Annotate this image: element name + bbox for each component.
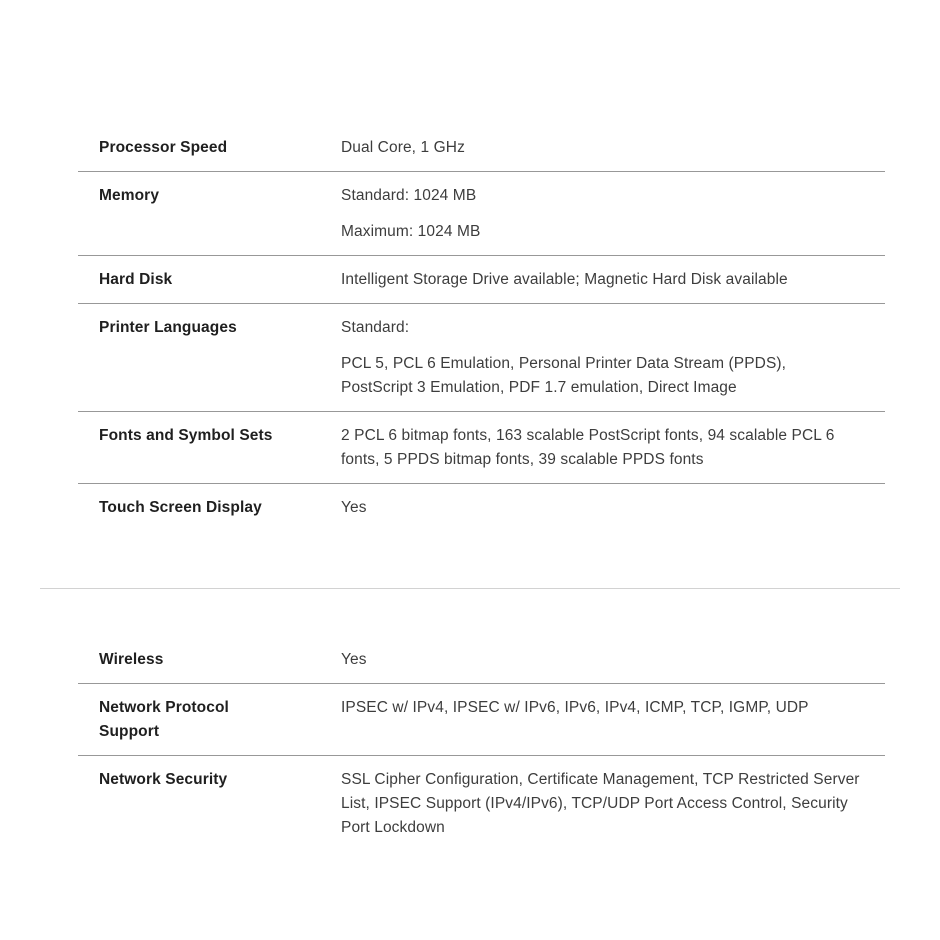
spec-row-value (341, 496, 862, 520)
spec-value-paragraph: Yes (341, 499, 367, 516)
spec-row (78, 484, 885, 531)
spec-value-paragraph: Standard: (341, 319, 410, 336)
spec-row (78, 256, 885, 304)
spec-row-value (341, 316, 862, 400)
spec-row (78, 124, 885, 172)
spec-row (78, 412, 885, 484)
spec-value-paragraph: SSL Cipher Configuration, Certificate Management, TCP Restricted Server List, IPSEC Support (IPv4/IPv6), TCP/UDP Port Access Control, Security Port Lockdown (341, 771, 860, 836)
spec-row-value (341, 268, 862, 292)
spec-table (78, 124, 885, 851)
spec-row (78, 172, 885, 256)
spec-row-value (341, 136, 862, 160)
spec-row (78, 304, 885, 412)
spec-section-device (78, 124, 885, 531)
spec-row-label: Hard Disk (99, 271, 173, 288)
spec-row-value (341, 424, 862, 472)
spec-row-value (341, 768, 862, 840)
spec-value-paragraph: Maximum: 1024 MB (341, 223, 481, 240)
spec-section-network (78, 636, 885, 851)
spec-row-label: Memory (99, 187, 160, 204)
spec-row (78, 756, 885, 851)
spec-row-value (341, 184, 862, 244)
spec-row-label: Fonts and Symbol Sets (99, 427, 273, 444)
spec-value-paragraph: Intelligent Storage Drive available; Magnetic Hard Disk available (341, 271, 788, 288)
spec-row-label: Network Protocol Support (99, 699, 229, 740)
spec-row-value (341, 648, 862, 672)
spec-row-value (341, 696, 862, 720)
spec-row-label: Network Security (99, 771, 228, 788)
spec-value-paragraph: Dual Core, 1 GHz (341, 139, 465, 156)
spec-value-paragraph: PCL 5, PCL 6 Emulation, Personal Printer Data Stream (PPDS), PostScript 3 Emulation, PDF 1.7 emulation, Direct Image (341, 355, 787, 396)
spec-value-paragraph: Standard: 1024 MB (341, 187, 477, 204)
spec-row-label: Printer Languages (99, 319, 237, 336)
spec-row-label: Processor Speed (99, 139, 228, 156)
spec-value-paragraph: Yes (341, 651, 367, 668)
spec-row (78, 636, 885, 684)
spec-row-label: Wireless (99, 651, 164, 668)
spec-value-paragraph: 2 PCL 6 bitmap fonts, 163 scalable PostScript fonts, 94 scalable PCL 6 fonts, 5 PPDS bitmap fonts, 39 scalable PPDS fonts (341, 427, 835, 468)
section-divider (40, 588, 900, 589)
spec-value-paragraph: IPSEC w/ IPv4, IPSEC w/ IPv6, IPv6, IPv4, ICMP, TCP, IGMP, UDP (341, 699, 809, 716)
spec-row-label: Touch Screen Display (99, 499, 262, 516)
spec-row (78, 684, 885, 756)
